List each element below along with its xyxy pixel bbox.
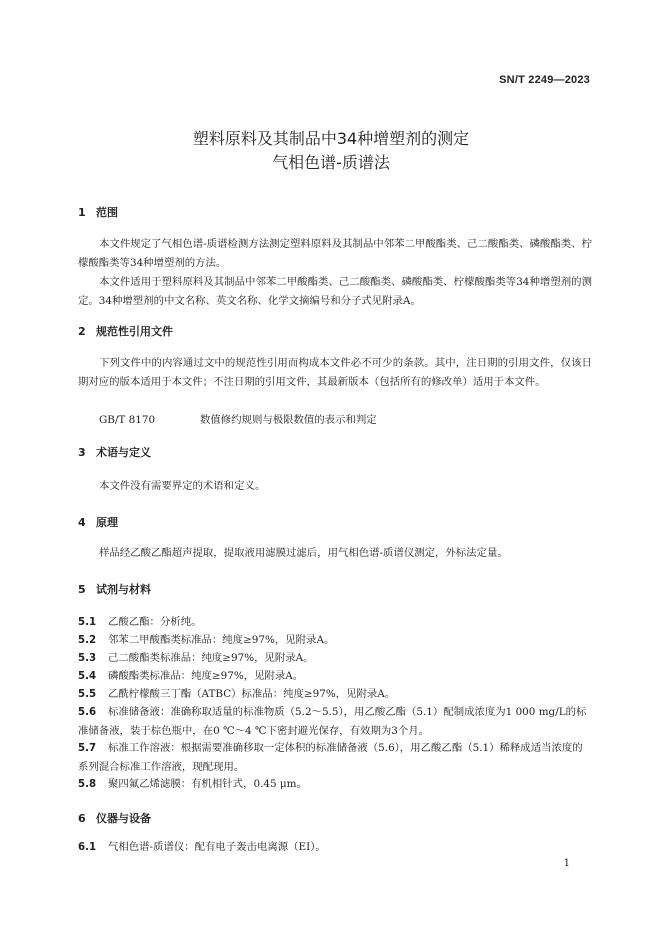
clause-number: 5.2: [78, 635, 97, 646]
section-1-heading: [78, 204, 118, 220]
clause-item: [78, 838, 592, 857]
clause-item: [78, 649, 592, 668]
clause-text: 标准工作溶液：根据需要准确移取一定体积的标准储备液（5.6），用乙酸乙酯（5.1）稀释成适当浓度的系列混合标准工作溶液，现配现用。: [78, 742, 583, 773]
clause-item: [78, 613, 592, 632]
clause-item: [78, 703, 592, 740]
section-number: 3: [78, 446, 86, 459]
clause-text: 乙酸乙酯：分析纯。: [108, 616, 202, 628]
section-title: 术语与定义: [96, 446, 151, 459]
clause-text: 己二酸酯类标准品：纯度≥97%，见附录A。: [108, 652, 314, 664]
section-6-heading: [78, 810, 151, 826]
section-4-paragraph-1: 样品经乙酸乙酯超声提取，提取液用滤膜过滤后，用气相色谱-质谱仪测定，外标法定量。: [99, 547, 508, 559]
clause-text: 聚四氟乙烯滤膜：有机相针式，0.45 μm。: [108, 778, 307, 790]
section-title: 仪器与设备: [96, 812, 151, 825]
document-subtitle: 气相色谱-质谱法: [272, 153, 390, 172]
normative-reference: [99, 411, 377, 430]
clause-number: 5.3: [78, 653, 97, 664]
section-number: 4: [78, 516, 86, 529]
section-3-paragraph-1: 本文件没有需要界定的术语和定义。: [99, 480, 266, 492]
clause-item: [78, 739, 592, 776]
section-title: 试剂与材料: [96, 583, 151, 596]
clause-number: 5.5: [78, 689, 97, 700]
section-5-heading: [78, 581, 151, 597]
clause-text: 乙酰柠檬酸三丁酯（ATBC）标准品：纯度≥97%，见附录A。: [108, 688, 396, 700]
clause-number: 5.7: [78, 743, 97, 754]
standard-number: SN/T 2249—2023: [499, 74, 590, 86]
clause-number: 6.1: [78, 842, 97, 853]
clause-text: 气相色谱-质谱仪：配有电子轰击电离源（EI）。: [108, 841, 326, 853]
reference-title: 数值修约规则与极限数值的表示和判定: [200, 414, 377, 426]
section-number: 5: [78, 583, 86, 596]
section-4-heading: [78, 514, 118, 530]
reference-code: GB/T 8170: [99, 414, 156, 426]
clause-number: 5.4: [78, 671, 97, 682]
clause-text: 标准储备液：准确称取适量的标准物质（5.2～5.5），用乙酸乙酯（5.1）配制成浓度为1 000 mg/L的标准储备液，装于棕色瓶中，在0 ℃～4 ℃下密封避光保存，有效期为3个月。: [78, 706, 587, 737]
section-title: 规范性引用文件: [96, 325, 173, 338]
page-number: 1: [563, 858, 570, 869]
section-title: 范围: [96, 206, 118, 219]
clause-item: [78, 685, 592, 704]
clause-number: 5.6: [78, 707, 97, 718]
document-title: 塑料原料及其制品中34种增塑剂的测定: [192, 129, 470, 148]
section-1-paragraph-1: 本文件规定了气相色谱-质谱检测方法测定塑料原料及其制品中邻苯二甲酸酯类、己二酸酯类、磷酸酯类、柠檬酸酯类等34种增塑剂的方法。: [78, 238, 592, 269]
section-number: 6: [78, 812, 86, 825]
section-3-heading: [78, 444, 151, 460]
clause-text: 磷酸酯类标准品：纯度≥97%，见附录A。: [108, 670, 304, 682]
section-number: 2: [78, 325, 86, 338]
clause-item: [78, 775, 592, 794]
clause-number: 5.8: [78, 779, 97, 790]
clause-item: [78, 667, 592, 686]
section-number: 1: [78, 206, 86, 219]
section-2-paragraph-1: 下列文件中的内容通过文中的规范性引用而构成本文件必不可少的条款。其中，注日期的引用文件，仅该日期对应的版本适用于本文件；不注日期的引用文件，其最新版本（包括所有的修改单）适用于本文件。: [78, 357, 592, 388]
clause-text: 邻苯二甲酸酯类标准品：纯度≥97%，见附录A。: [108, 634, 335, 646]
clause-item: [78, 631, 592, 650]
section-2-heading: [78, 323, 173, 339]
section-1-paragraph-2: 本文件适用于塑料原料及其制品中邻苯二甲酸酯类、己二酸酯类、磷酸酯类、柠檬酸酯类等34种增塑剂的测定。34种增塑剂的中文名称、英文名称、化学文摘编号和分子式见附录A。: [78, 276, 592, 307]
section-title: 原理: [96, 516, 118, 529]
clause-number: 5.1: [78, 617, 97, 628]
